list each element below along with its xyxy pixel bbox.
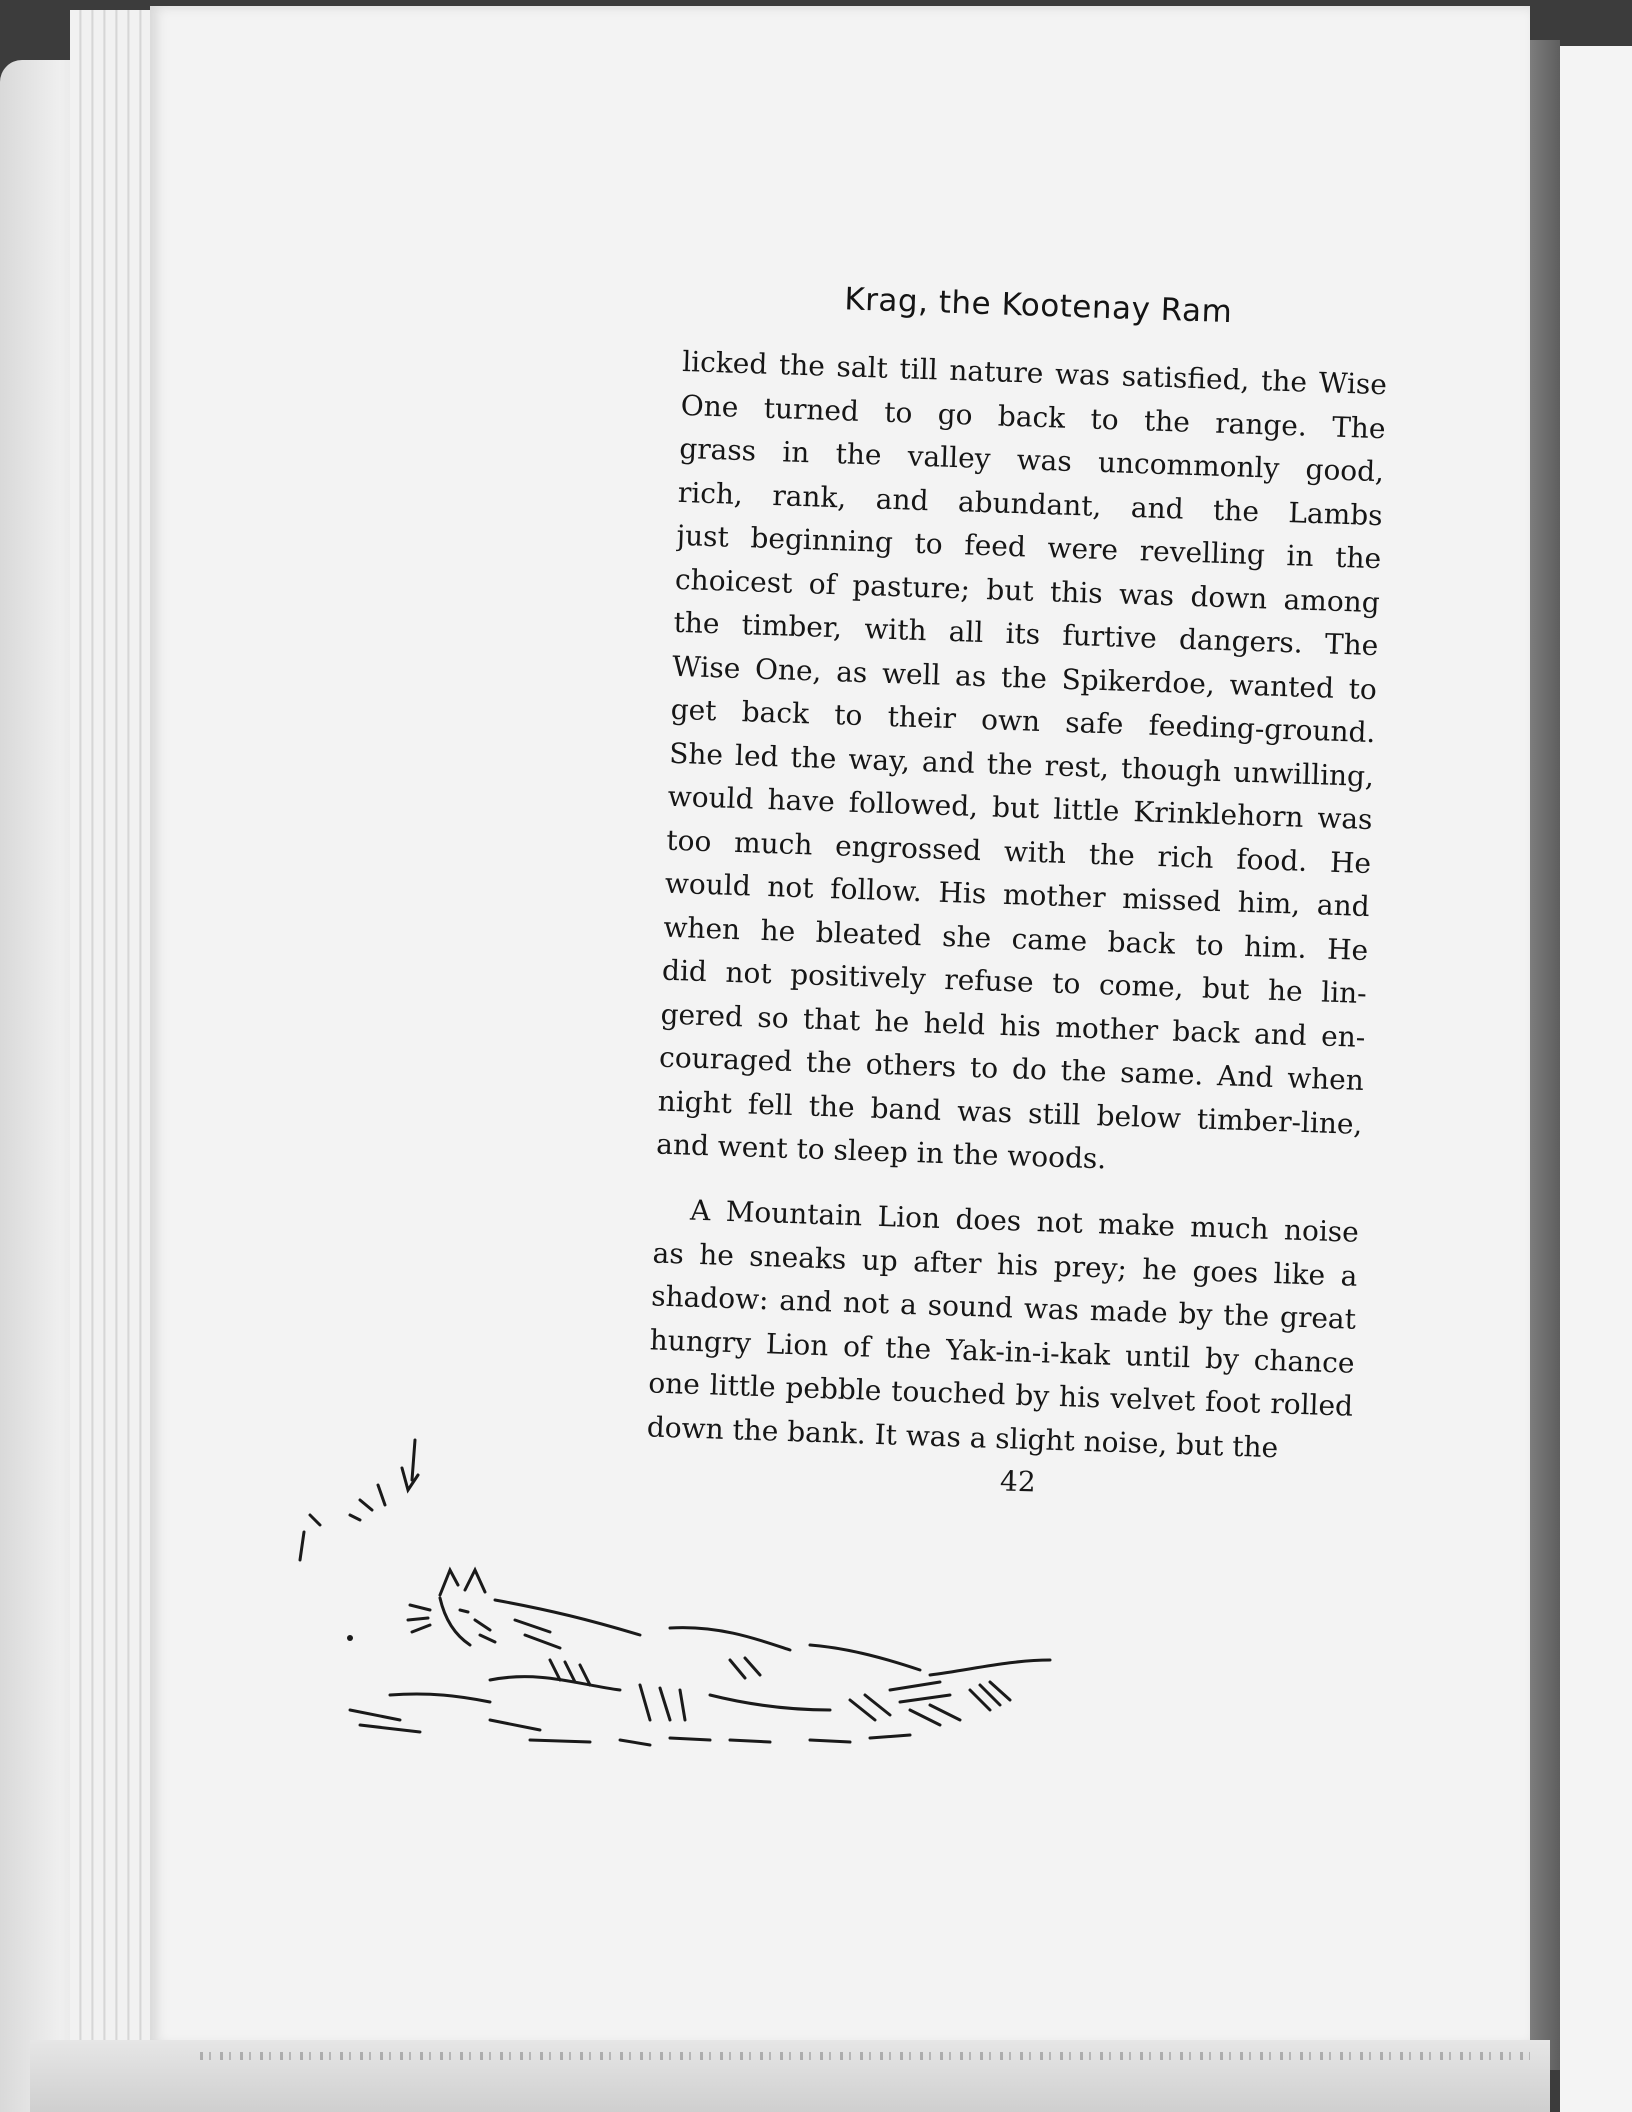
paragraph-1 (656, 340, 1388, 1189)
text-line: too much engrossed with the rich food. He (665, 823, 1372, 880)
text-line: couraged the others to do the same. And when (658, 1040, 1365, 1097)
page-gutter-shadow (1530, 40, 1560, 2070)
page-edge-specks (200, 2052, 1530, 2060)
text-line: choicest of pasture; but this was down among (674, 562, 1381, 619)
text-line: hungry Lion of the Yak-in-i-kak until by chance (649, 1322, 1356, 1380)
facing-page-edge (1560, 46, 1632, 2112)
page-number: 42 (999, 1464, 1037, 1499)
text-line: gered so that he held his mother back and en- (660, 997, 1366, 1054)
text-line: the timber, with all its furtive dangers. The (673, 605, 1379, 663)
text-line: when he bleated she came back to him. He (663, 910, 1369, 967)
running-head: Krag, the Kootenay Ram (843, 281, 1233, 331)
text-line: one little pebble touched by his velvet foot rolled (647, 1366, 1354, 1423)
text-line: Wise One, as well as the Spikerdoe, wanted to (671, 649, 1378, 706)
text-line: just beginning to feed were revelling in the (675, 518, 1382, 576)
text-line: as he sneaks up after his prey; he goes like a (652, 1235, 1358, 1293)
text-line: down the bank. It was a slight noise, but the (646, 1409, 1279, 1464)
page-bottom-edge (30, 2040, 1550, 2112)
text-line: did not positively refuse to come, but he lin- (661, 953, 1368, 1010)
mountain-lion-illustration (290, 1420, 1070, 1760)
text-line: night fell the band was still below timber-line, (657, 1084, 1363, 1141)
text-line: A Mountain Lion does not make much noise (689, 1193, 1360, 1249)
text-line: She led the way, and the rest, though unwilling, (668, 736, 1375, 793)
text-line: get back to their own safe feeding-ground. (670, 692, 1376, 750)
text-line: would not follow. His mother missed him, and (664, 866, 1371, 924)
text-line: One turned to go back to the range. The (680, 388, 1387, 445)
text-line: shadow: and not a sound was made by the great (650, 1279, 1357, 1336)
text-line: and went to sleep in the woods. (655, 1127, 1107, 1176)
text-line: rich, rank, and abundant, and the Lambs (677, 475, 1384, 532)
text-line: licked the salt till nature was satisfied, the Wise (681, 344, 1388, 402)
text-line: grass in the valley was uncommonly good, (678, 431, 1385, 489)
text-line: would have followed, but little Krinklehorn was (667, 779, 1374, 837)
